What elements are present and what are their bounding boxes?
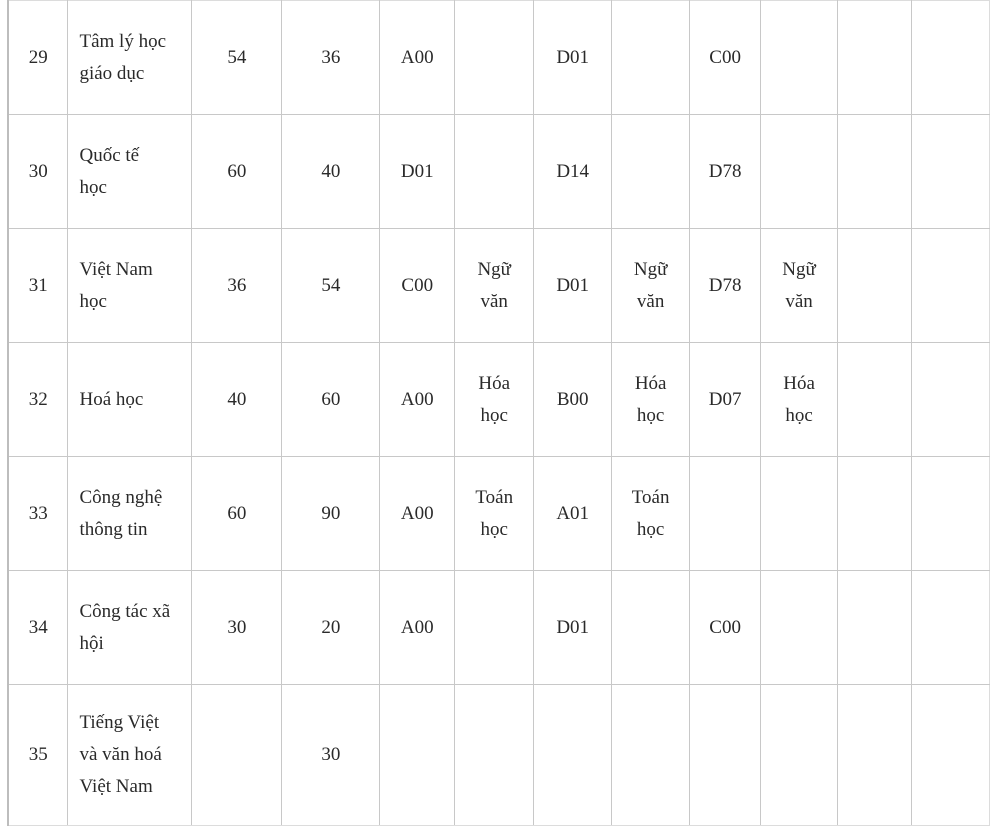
main-subject-3-cell: [761, 685, 838, 826]
empty-cell: [911, 457, 989, 571]
subject-combo-2-cell: D01: [534, 229, 612, 343]
major-name-cell: Tâm lý học giáo dục: [68, 1, 192, 115]
subject-combo-2-cell: D14: [534, 115, 612, 229]
empty-cell: [911, 685, 989, 826]
empty-cell: [838, 685, 912, 826]
row-number-cell: 32: [8, 343, 68, 457]
quota-1-cell: 36: [192, 229, 282, 343]
empty-cell: [838, 571, 912, 685]
major-name-cell: Công nghệ thông tin: [68, 457, 192, 571]
subject-combo-3-cell: C00: [690, 571, 761, 685]
quota-1-cell: 40: [192, 343, 282, 457]
empty-cell: [838, 229, 912, 343]
subject-combo-3-cell: D07: [690, 343, 761, 457]
main-subject-3-cell: Ngữ văn: [761, 229, 838, 343]
quota-1-cell: 60: [192, 115, 282, 229]
subject-combo-1-cell: A00: [380, 1, 455, 115]
table-row: [8, 229, 990, 343]
main-subject-2-cell: [612, 115, 690, 229]
row-number-cell: 34: [8, 571, 68, 685]
quota-1-cell: [192, 685, 282, 826]
row-number-cell: 29: [8, 1, 68, 115]
subject-combo-1-cell: A00: [380, 343, 455, 457]
main-subject-3-cell: Hóa học: [761, 343, 838, 457]
subject-combo-1-cell: C00: [380, 229, 455, 343]
subject-combo-2-cell: [534, 685, 612, 826]
table-row: [8, 115, 990, 229]
empty-cell: [911, 115, 989, 229]
row-number-cell: 30: [8, 115, 68, 229]
quota-1-cell: 30: [192, 571, 282, 685]
main-subject-1-cell: Ngữ văn: [455, 229, 534, 343]
quota-1-cell: 60: [192, 457, 282, 571]
main-subject-1-cell: Hóa học: [455, 343, 534, 457]
subject-combo-1-cell: A00: [380, 457, 455, 571]
row-number-cell: 31: [8, 229, 68, 343]
main-subject-2-cell: [612, 1, 690, 115]
quota-2-cell: 60: [282, 343, 380, 457]
subject-combo-3-cell: [690, 685, 761, 826]
admissions-table: [7, 0, 990, 826]
subject-combo-2-cell: D01: [534, 571, 612, 685]
major-name-cell: Tiếng Việt và văn hoá Việt Nam: [68, 685, 192, 826]
quota-2-cell: 90: [282, 457, 380, 571]
table-row: [8, 457, 990, 571]
major-name-cell: Hoá học: [68, 343, 192, 457]
subject-combo-2-cell: D01: [534, 1, 612, 115]
major-name-cell: Quốc tế học: [68, 115, 192, 229]
empty-cell: [911, 343, 989, 457]
main-subject-2-cell: [612, 571, 690, 685]
empty-cell: [838, 1, 912, 115]
empty-cell: [838, 343, 912, 457]
quota-2-cell: 36: [282, 1, 380, 115]
subject-combo-3-cell: [690, 457, 761, 571]
empty-cell: [838, 457, 912, 571]
subject-combo-3-cell: C00: [690, 1, 761, 115]
quota-2-cell: 54: [282, 229, 380, 343]
subject-combo-1-cell: A00: [380, 571, 455, 685]
main-subject-1-cell: [455, 571, 534, 685]
table-body: [8, 1, 990, 826]
main-subject-2-cell: Ngữ văn: [612, 229, 690, 343]
quota-2-cell: 40: [282, 115, 380, 229]
table-row: [8, 1, 990, 115]
quota-2-cell: 20: [282, 571, 380, 685]
table-row: [8, 343, 990, 457]
subject-combo-3-cell: D78: [690, 229, 761, 343]
empty-cell: [911, 1, 989, 115]
major-name-cell: Việt Nam học: [68, 229, 192, 343]
empty-cell: [911, 229, 989, 343]
subject-combo-1-cell: [380, 685, 455, 826]
main-subject-1-cell: [455, 1, 534, 115]
main-subject-2-cell: Hóa học: [612, 343, 690, 457]
table-row: [8, 685, 990, 826]
row-number-cell: 33: [8, 457, 68, 571]
empty-cell: [911, 571, 989, 685]
main-subject-3-cell: [761, 1, 838, 115]
main-subject-2-cell: Toán học: [612, 457, 690, 571]
row-number-cell: 35: [8, 685, 68, 826]
main-subject-2-cell: [612, 685, 690, 826]
subject-combo-3-cell: D78: [690, 115, 761, 229]
main-subject-1-cell: [455, 685, 534, 826]
major-name-cell: Công tác xã hội: [68, 571, 192, 685]
main-subject-3-cell: [761, 571, 838, 685]
main-subject-1-cell: Toán học: [455, 457, 534, 571]
main-subject-3-cell: [761, 115, 838, 229]
table-row: [8, 571, 990, 685]
quota-1-cell: 54: [192, 1, 282, 115]
main-subject-1-cell: [455, 115, 534, 229]
quota-2-cell: 30: [282, 685, 380, 826]
subject-combo-1-cell: D01: [380, 115, 455, 229]
subject-combo-2-cell: B00: [534, 343, 612, 457]
subject-combo-2-cell: A01: [534, 457, 612, 571]
main-subject-3-cell: [761, 457, 838, 571]
empty-cell: [838, 115, 912, 229]
